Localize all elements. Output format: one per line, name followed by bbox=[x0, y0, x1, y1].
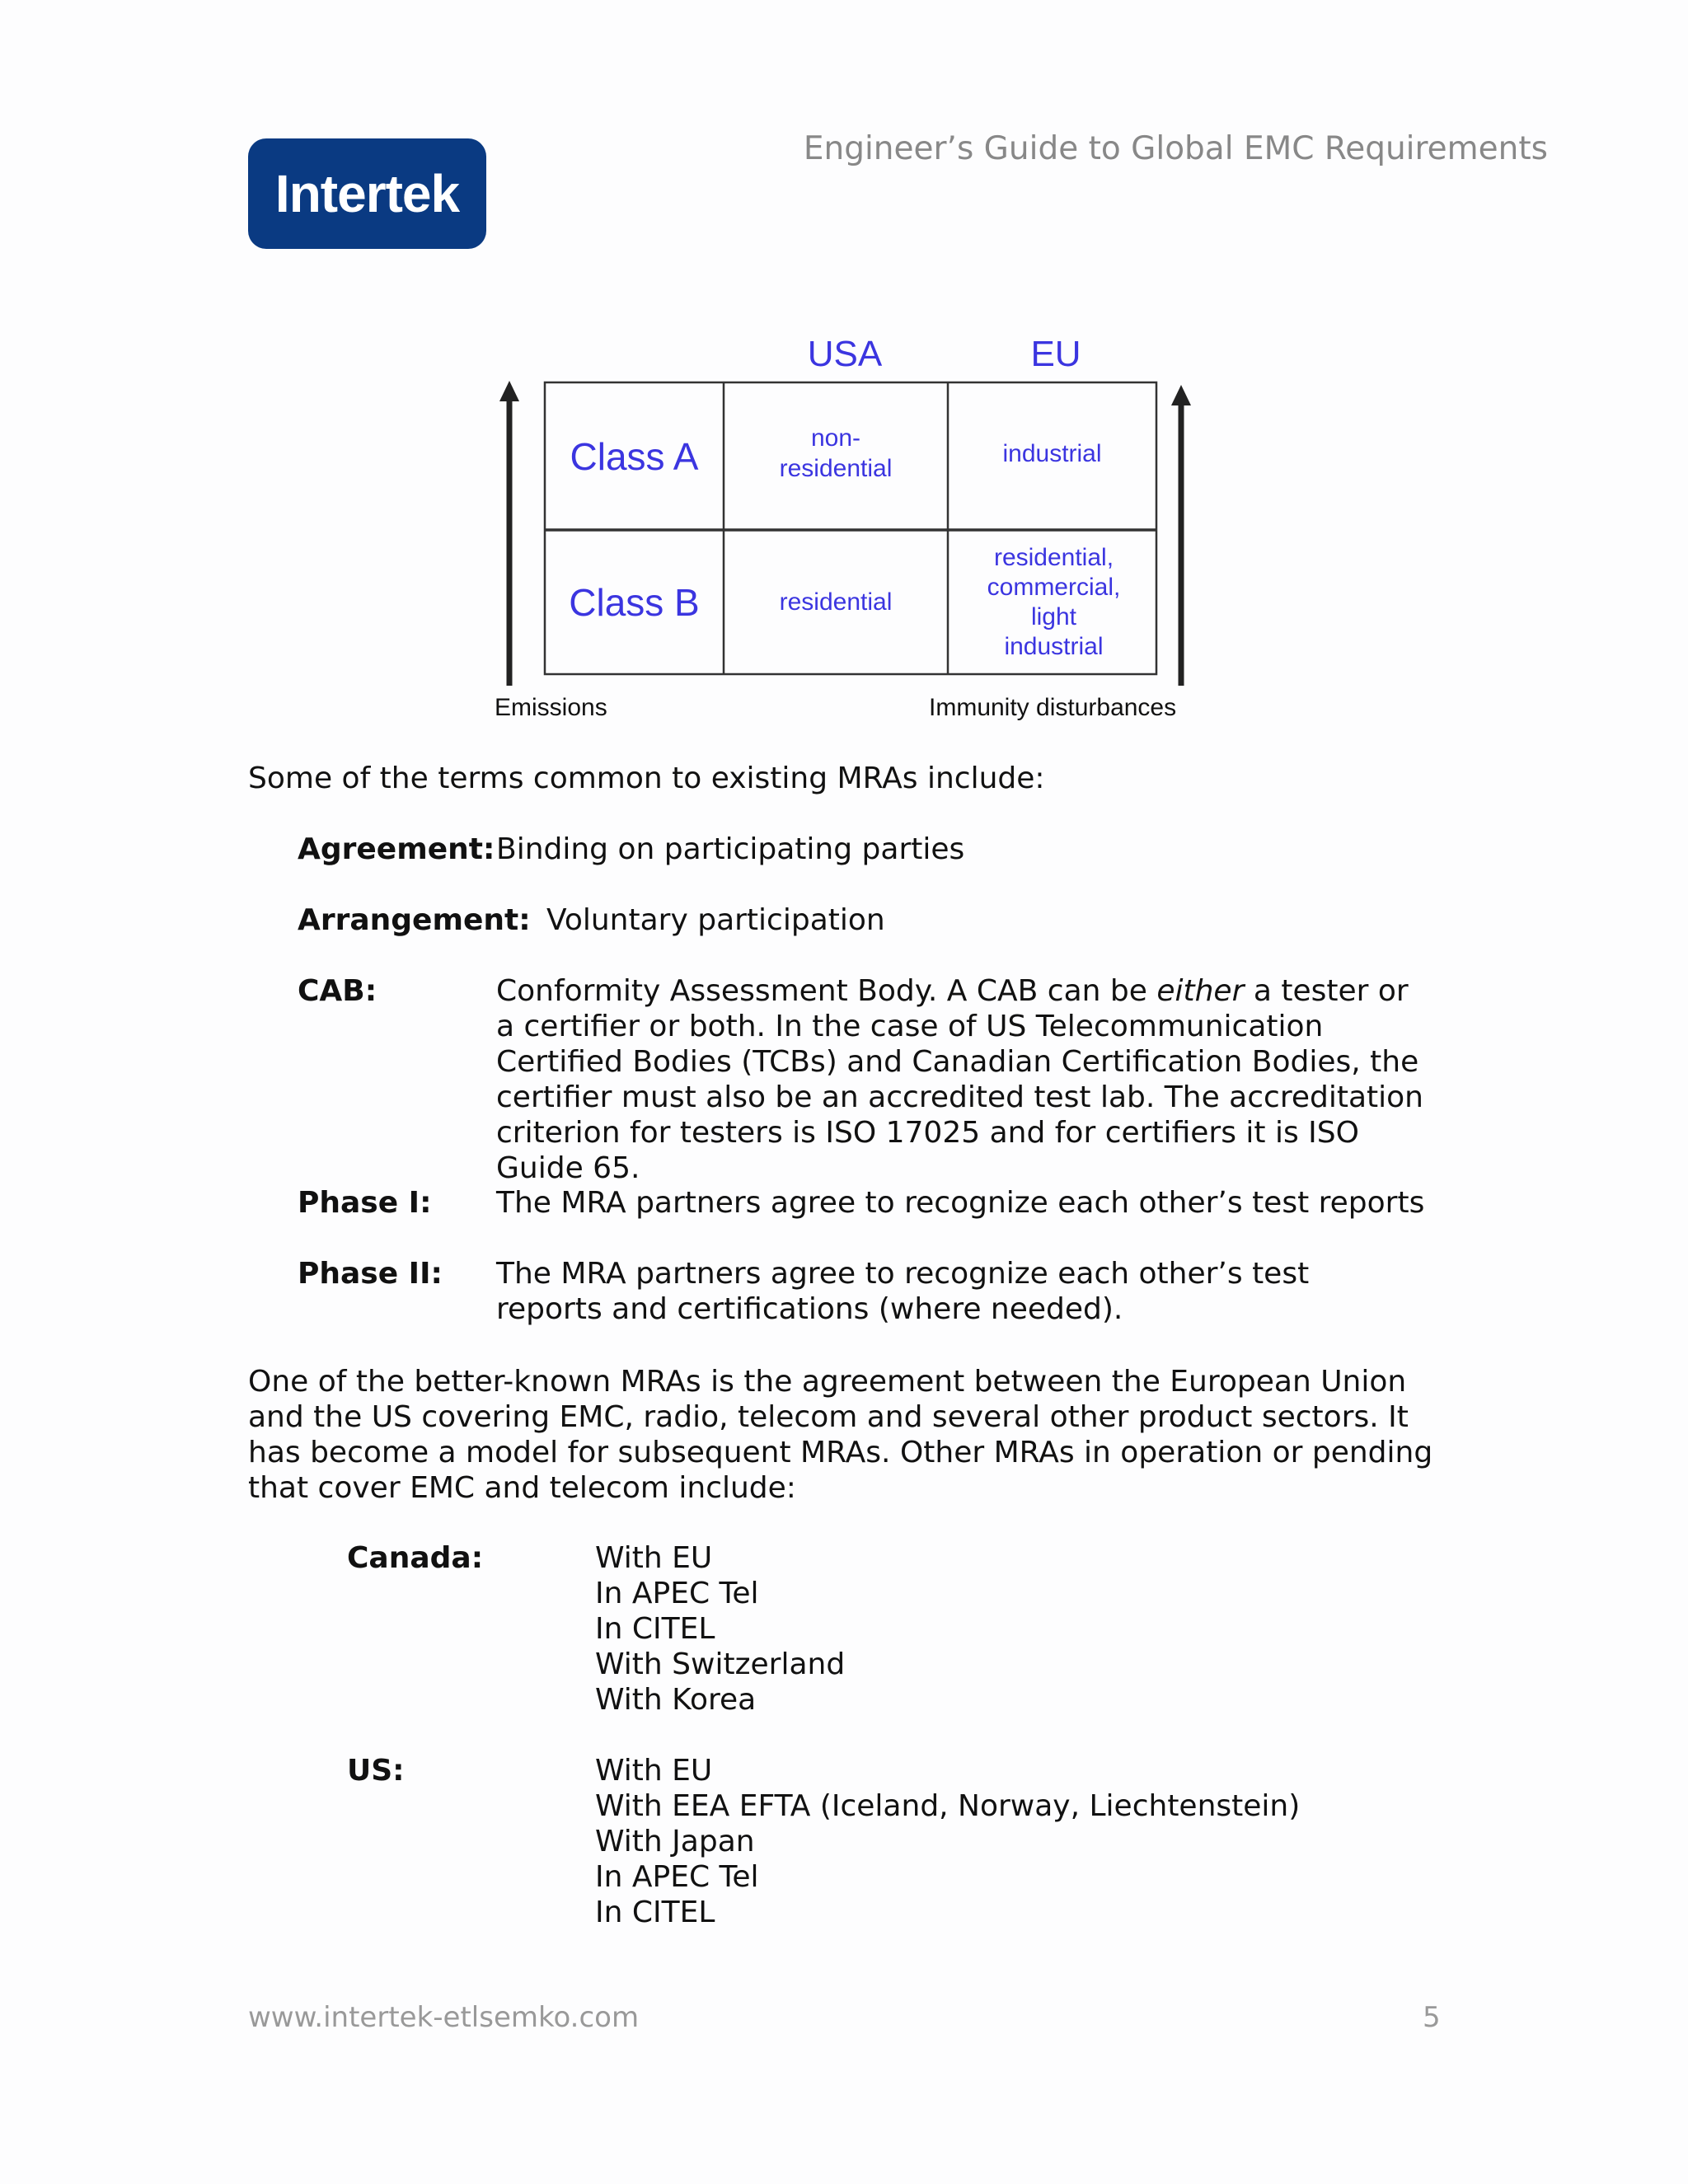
list-item: With EU bbox=[595, 1541, 713, 1575]
term-phase-2: Phase II: bbox=[298, 1257, 443, 1291]
mra-paragraph: One of the better-known MRAs is the agreement between the European Union and the US covering EMC, radio, telecom and several other product sectors. It has become a model for subsequent MRAs. Other MRAs in operation or pending that cover EMC and telecom include: bbox=[248, 1365, 1433, 1505]
term-arrangement: Arrangement: bbox=[298, 903, 531, 937]
class-b-eu-cell: residential, commercial, light industrial bbox=[987, 544, 1121, 660]
definition-agreement: Binding on participating parties bbox=[496, 832, 965, 866]
column-label-usa: USA bbox=[807, 334, 883, 374]
class-a-eu-cell: industrial bbox=[1002, 439, 1102, 467]
intro-text: Some of the terms common to existing MRAs include: bbox=[248, 762, 1045, 795]
page-number: 5 bbox=[1423, 2001, 1441, 2034]
intertek-logo bbox=[248, 138, 486, 249]
footer-url: www.intertek-etlsemko.com bbox=[248, 2001, 640, 2034]
class-b-label: Class B bbox=[569, 580, 700, 624]
class-a-label: Class A bbox=[570, 434, 699, 478]
term-agreement: Agreement: bbox=[298, 832, 495, 866]
list-item: In CITEL bbox=[595, 1612, 715, 1646]
list-item: With EU bbox=[595, 1754, 713, 1788]
definition-phase-2: The MRA partners agree to recognize each other’s test reports and certifications (where needed). bbox=[496, 1257, 1310, 1326]
class-a-usa-cell: non- residential bbox=[779, 424, 893, 482]
column-label-eu: EU bbox=[1030, 334, 1081, 374]
term-phase-1: Phase I: bbox=[298, 1186, 432, 1220]
list-item: With Korea bbox=[595, 1683, 757, 1717]
immunity-arrow-head bbox=[1171, 385, 1191, 405]
list-item: In APEC Tel bbox=[595, 1577, 759, 1610]
us-mra-list bbox=[595, 1753, 1419, 1930]
list-item: In CITEL bbox=[595, 1896, 715, 1929]
definition-cab-part1: Conformity Assessment Body. A CAB can be bbox=[496, 974, 1157, 1008]
country-us: US: bbox=[347, 1754, 405, 1788]
definition-cab bbox=[496, 973, 1428, 1186]
canada-mra-list bbox=[595, 1540, 1419, 1718]
term-cab: CAB: bbox=[298, 974, 377, 1008]
immunity-axis-label: Immunity disturbances bbox=[929, 694, 1177, 721]
definition-cab-italic: either bbox=[1156, 974, 1245, 1008]
emissions-axis-label: Emissions bbox=[495, 694, 607, 721]
list-item: In APEC Tel bbox=[595, 1860, 759, 1894]
document-title: Engineer’s Guide to Global EMC Requirements bbox=[803, 130, 1548, 167]
emissions-arrow-head bbox=[499, 381, 519, 401]
list-item: With EEA EFTA (Iceland, Norway, Liechtenstein) bbox=[595, 1789, 1301, 1823]
country-canada: Canada: bbox=[347, 1541, 484, 1575]
list-item: With Switzerland bbox=[595, 1647, 846, 1681]
definition-phase-1: The MRA partners agree to recognize each other’s test reports bbox=[496, 1186, 1425, 1220]
definition-arrangement: Voluntary participation bbox=[546, 903, 885, 937]
class-b-usa-cell: residential bbox=[779, 588, 893, 616]
list-item: With Japan bbox=[595, 1825, 755, 1858]
logo-text: Intertek bbox=[274, 164, 460, 223]
definition-cab-part2: a tester or a certifier or both. In the case of US Telecommunication Certified Bodies (TCBs) and Canadian Certification Bodies, the certifier must also be an accredited test lab. The accreditation criterion for testers is ISO 17025 and for certifiers it is ISO Guide 65. bbox=[496, 974, 1423, 1185]
